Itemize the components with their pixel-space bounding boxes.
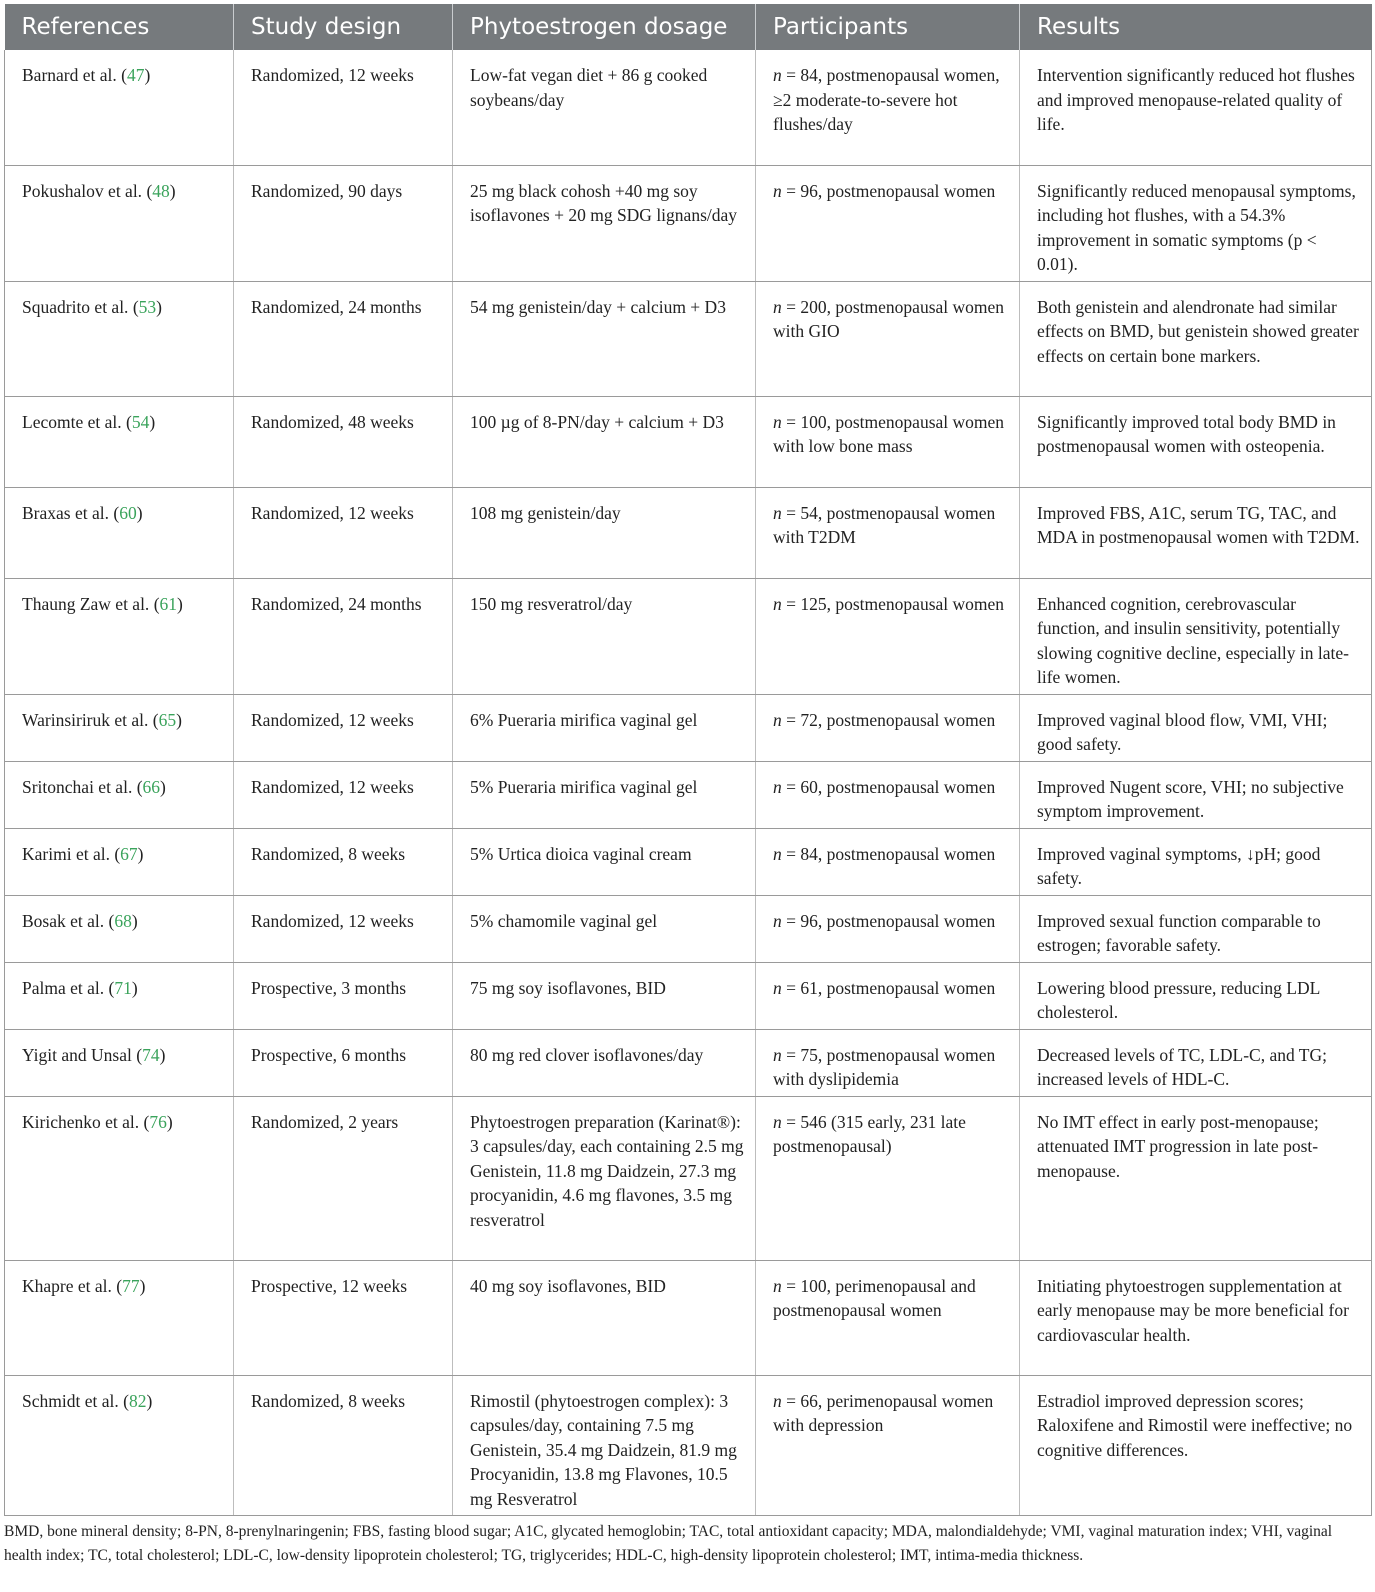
reference-author: Warinsiriruk et al. [22,709,149,730]
cell-dosage: Rimostil (phytoestrogen complex): 3 capsules/day, containing 7.5 mg Genistein, 35.4 mg Daidzein, 81.9 mg Procyanidin, 13.8 mg Flavones, 10.5 mg Resveratrol [453,1375,756,1516]
cell-reference: Barnard et al. (47) [5,50,234,165]
cell-dosage: 5% Urtica dioica vaginal cream [453,828,756,895]
table-row [5,1096,1372,1260]
reference-author: Lecomte et al. [22,411,122,432]
table-row [5,962,1372,1029]
cell-reference: Pokushalov et al. (48) [5,165,234,281]
cell-study-design: Prospective, 6 months [234,1029,453,1096]
participants-text: = 84, postmenopausal women [781,843,996,864]
participants-text: = 100, postmenopausal women with low bone mass [773,411,1005,456]
reference-link[interactable]: 68 [114,910,132,931]
cell-results: Improved vaginal symptoms, ↓pH; good safety. [1020,828,1372,895]
participants-text: = 75, postmenopausal women with dyslipidemia [773,1044,996,1089]
cell-dosage: Phytoestrogen preparation (Karinat®): 3 capsules/day, each containing 2.5 mg Genistein, 11.8 mg Daidzein, 27.3 mg procyanidin, 4.6 mg flavones, 3.5 mg resveratrol [453,1096,756,1260]
reference-link[interactable]: 71 [114,977,132,998]
cell-results: No IMT effect in early post-menopause; attenuated IMT progression in late post-menopause. [1020,1096,1372,1260]
participants-text: = 61, postmenopausal women [781,977,996,998]
reference-author: Pokushalov et al. [22,180,143,201]
reference-link[interactable]: 47 [126,65,145,85]
cell-participants [756,962,1020,1029]
participants-text: = 96, postmenopausal women [781,180,996,201]
cell-reference: Khapre et al. (77) [5,1260,234,1375]
cell-study-design: Randomized, 12 weeks [234,761,453,828]
cell-results: Significantly improved total body BMD in postmenopausal women with osteopenia. [1020,396,1372,487]
cell-study-design: Randomized, 2 years [234,1096,453,1260]
cell-results: Improved Nugent score, VHI; no subjective symptom improvement. [1020,761,1372,828]
participants-text: = 100, perimenopausal and postmenopausal women [773,1275,976,1320]
cell-study-design: Randomized, 24 months [234,281,453,396]
studies-table [4,4,1372,1516]
reference-link[interactable]: 61 [159,593,178,614]
table-row [5,1375,1372,1516]
participants-n-symbol: n [773,1275,782,1296]
header-dosage: Phytoestrogen dosage [453,4,756,50]
table-row [5,165,1372,281]
reference-link[interactable]: 77 [122,1275,140,1296]
participants-n-symbol: n [773,776,782,797]
reference-author: Thaung Zaw et al. [22,593,150,614]
participants-n-symbol: n [773,977,782,998]
cell-results: Intervention significantly reduced hot flushes and improved menopause-related quality of life. [1020,50,1372,165]
table-row [5,578,1372,694]
cell-dosage: 100 µg of 8-PN/day + calcium + D3 [453,396,756,487]
cell-dosage: Low-fat vegan diet + 86 g cooked soybeans/day [453,50,756,165]
cell-participants [756,694,1020,761]
cell-reference: Thaung Zaw et al. (61) [5,578,234,694]
cell-study-design: Randomized, 8 weeks [234,1375,453,1516]
table-body [5,50,1372,1516]
participants-text: = 125, postmenopausal women [781,593,1005,614]
table-row [5,761,1372,828]
cell-dosage: 6% Pueraria mirifica vaginal gel [453,694,756,761]
cell-study-design: Prospective, 12 weeks [234,1260,453,1375]
reference-author: Palma et al. [22,977,105,998]
cell-dosage: 40 mg soy isoflavones, BID [453,1260,756,1375]
cell-dosage: 80 mg red clover isoflavones/day [453,1029,756,1096]
table-footnote: BMD, bone mineral density; 8-PN, 8-prenylnaringenin; FBS, fasting blood sugar; A1C, glycated hemoglobin; TAC, total antioxidant capacity; MDA, malondialdehyde; VMI, vaginal maturation index; VHI, vaginal health index; TC, total cholesterol; LDL-C, low-density lipoprotein cholesterol; TG, triglycerides; HDL-C, high-density lipoprotein cholesterol; IMT, intima-media thickness. [4,1523,1333,1564]
cell-reference: Kirichenko et al. (76) [5,1096,234,1260]
table-row [5,487,1372,578]
reference-author: Karimi et al. [22,843,110,864]
cell-participants [756,396,1020,487]
cell-reference: Lecomte et al. (54) [5,396,234,487]
reference-author: Khapre et al. [22,1275,112,1296]
reference-author: Braxas et al. [22,502,109,523]
cell-results: Significantly reduced menopausal symptoms, including hot flushes, with a 54.3% improvement in somatic symptoms (p < 0.01). [1020,165,1372,281]
header-row [5,4,1372,50]
cell-participants [756,578,1020,694]
participants-n-symbol: n [773,910,782,931]
cell-results: Enhanced cognition, cerebrovascular function, and insulin sensitivity, potentially slowing cognitive decline, especially in late-life women. [1020,578,1372,694]
reference-author: Squadrito et al. [22,296,129,317]
reference-author: Schmidt et al. [22,1390,119,1411]
participants-text: = 84, postmenopausal women, ≥2 moderate-to-severe hot flushes/day [773,65,1000,134]
cell-participants [756,1096,1020,1260]
header-study-design: Study design [234,4,453,50]
participants-n-symbol: n [773,296,782,317]
cell-participants [756,895,1020,962]
cell-reference: Sritonchai et al. (66) [5,761,234,828]
cell-reference: Palma et al. (71) [5,962,234,1029]
reference-link[interactable]: 48 [152,180,170,201]
reference-link[interactable]: 65 [158,709,177,730]
cell-reference: Bosak et al. (68) [5,895,234,962]
cell-study-design: Prospective, 3 months [234,962,453,1029]
header-participants: Participants [756,4,1020,50]
reference-author: Bosak et al. [22,910,105,931]
table-row [5,694,1372,761]
table-row [5,1260,1372,1375]
cell-study-design: Randomized, 24 months [234,578,453,694]
participants-text: = 96, postmenopausal women [781,910,996,931]
participants-n-symbol: n [773,1111,782,1132]
reference-author: Sritonchai et al. [22,776,133,797]
table-row [5,396,1372,487]
reference-link[interactable]: 67 [120,843,138,864]
table-row [5,1029,1372,1096]
cell-dosage: 25 mg black cohosh +40 mg soy isoflavones + 20 mg SDG lignans/day [453,165,756,281]
cell-reference: Yigit and Unsal (74) [5,1029,234,1096]
cell-study-design: Randomized, 8 weeks [234,828,453,895]
cell-participants [756,828,1020,895]
reference-link[interactable]: 53 [138,296,157,317]
cell-reference: Warinsiriruk et al. (65) [5,694,234,761]
reference-link[interactable]: 66 [142,776,161,797]
participants-n-symbol: n [773,1390,782,1411]
reference-link[interactable]: 54 [131,411,150,432]
cell-study-design: Randomized, 90 days [234,165,453,281]
participants-text: = 200, postmenopausal women with GIO [773,296,1005,341]
cell-dosage: 5% Pueraria mirifica vaginal gel [453,761,756,828]
participants-text: = 54, postmenopausal women with T2DM [773,502,996,547]
table-row [5,828,1372,895]
cell-results: Estradiol improved depression scores; Raloxifene and Rimostil were ineffective; no cognitive differences. [1020,1375,1372,1516]
cell-reference: Karimi et al. (67) [5,828,234,895]
cell-study-design: Randomized, 12 weeks [234,50,453,165]
participants-n-symbol: n [773,180,782,201]
cell-dosage: 5% chamomile vaginal gel [453,895,756,962]
cell-dosage: 108 mg genistein/day [453,487,756,578]
table-row [5,281,1372,396]
cell-study-design: Randomized, 12 weeks [234,895,453,962]
cell-participants [756,281,1020,396]
table-container [4,4,1371,1568]
cell-dosage: 75 mg soy isoflavones, BID [453,962,756,1029]
header-references: References [5,4,234,50]
cell-participants [756,50,1020,165]
cell-participants [756,1375,1020,1516]
cell-participants [756,1260,1020,1375]
participants-n-symbol: n [773,593,782,614]
reference-link[interactable]: 60 [119,502,137,523]
participants-text: = 66, perimenopausal women with depression [773,1390,994,1435]
participants-text: = 546 (315 early, 231 late postmenopausal) [773,1111,966,1156]
participants-n-symbol: n [773,65,782,85]
header-results: Results [1020,4,1372,50]
participants-n-symbol: n [773,502,782,523]
cell-results: Improved sexual function comparable to estrogen; favorable safety. [1020,895,1372,962]
participants-n-symbol: n [773,709,782,730]
cell-results: Lowering blood pressure, reducing LDL cholesterol. [1020,962,1372,1029]
cell-dosage: 54 mg genistein/day + calcium + D3 [453,281,756,396]
cell-reference: Braxas et al. (60) [5,487,234,578]
cell-participants [756,487,1020,578]
participants-n-symbol: n [773,411,782,432]
reference-link[interactable]: 82 [128,1390,147,1411]
cell-results: Improved vaginal blood flow, VMI, VHI; good safety. [1020,694,1372,761]
cell-dosage: 150 mg resveratrol/day [453,578,756,694]
table-header [5,4,1372,50]
reference-author: Kirichenko et al. [22,1111,140,1132]
participants-n-symbol: n [773,843,782,864]
reference-author: Barnard et al. [22,65,117,85]
reference-author: Yigit and Unsal [22,1044,132,1065]
cell-results: Improved FBS, A1C, serum TG, TAC, and MDA in postmenopausal women with T2DM. [1020,487,1372,578]
cell-participants [756,165,1020,281]
cell-study-design: Randomized, 12 weeks [234,487,453,578]
table-row [5,50,1372,165]
reference-link[interactable]: 76 [149,1111,167,1132]
cell-study-design: Randomized, 12 weeks [234,694,453,761]
cell-participants [756,761,1020,828]
participants-text: = 60, postmenopausal women [781,776,996,797]
cell-participants [756,1029,1020,1096]
cell-reference: Squadrito et al. (53) [5,281,234,396]
table-row [5,895,1372,962]
participants-text: = 72, postmenopausal women [781,709,996,730]
cell-reference: Schmidt et al. (82) [5,1375,234,1516]
cell-results: Initiating phytoestrogen supplementation at early menopause may be more beneficial for cardiovascular health. [1020,1260,1372,1375]
reference-link[interactable]: 74 [142,1044,160,1065]
cell-results: Both genistein and alendronate had similar effects on BMD, but genistein showed greater effects on certain bone markers. [1020,281,1372,396]
cell-study-design: Randomized, 48 weeks [234,396,453,487]
participants-n-symbol: n [773,1044,782,1065]
cell-results: Decreased levels of TC, LDL-C, and TG; increased levels of HDL-C. [1020,1029,1372,1096]
